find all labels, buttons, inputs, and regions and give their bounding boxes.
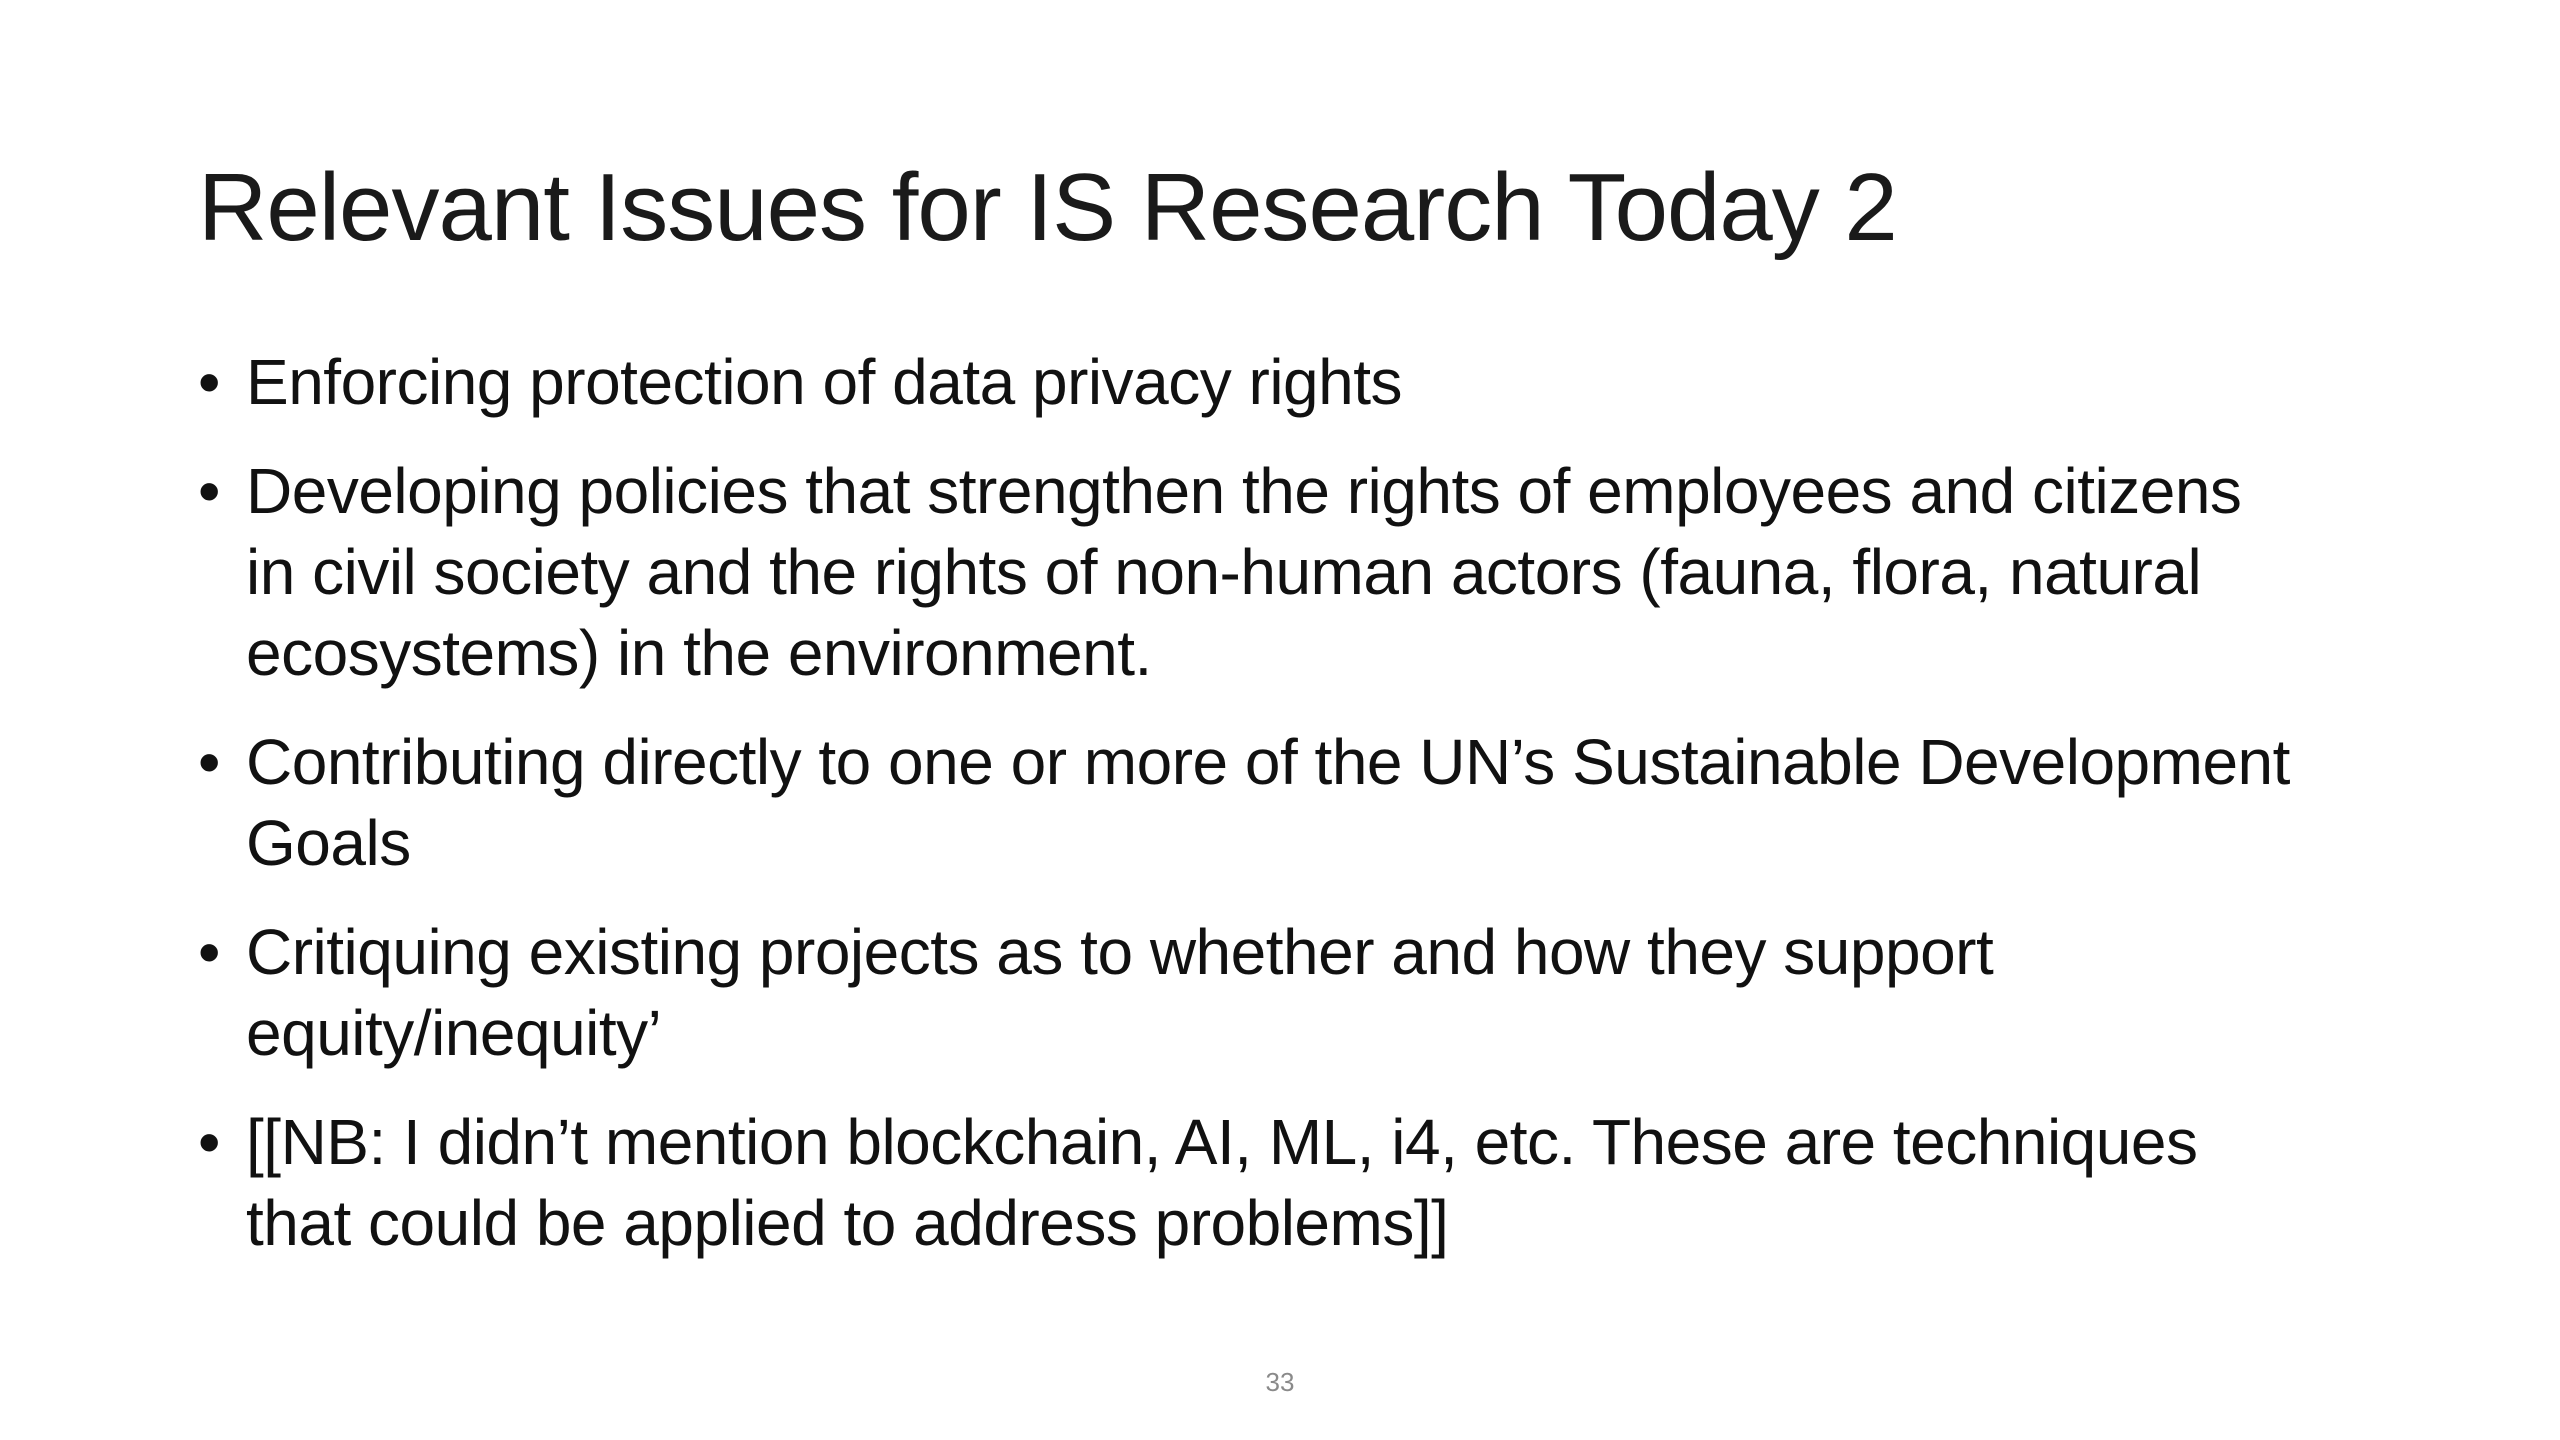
bullet-text: Critiquing existing projects as to whether and how they support equity/inequity’ <box>246 916 1994 1069</box>
bullet-list <box>198 342 2298 1292</box>
bullet-text: [[NB: I didn’t mention blockchain, AI, ML, i4, etc. These are techniques that could be applied to address problems]] <box>246 1106 2198 1259</box>
bullet-text: Contributing directly to one or more of the UN’s Sustainable Development Goals <box>246 726 2290 879</box>
bullet-marker: • <box>198 916 220 988</box>
slide-number: 33 <box>1265 1367 1295 1397</box>
bullet-item <box>198 342 2298 423</box>
bullet-marker: • <box>198 726 220 798</box>
bullet-marker: • <box>198 455 220 527</box>
bullet-item <box>198 722 2298 884</box>
bullet-item <box>198 1102 2298 1264</box>
bullet-marker: • <box>198 1106 220 1178</box>
bullet-marker: • <box>198 346 220 418</box>
bullet-item <box>198 912 2298 1074</box>
bullet-item <box>198 451 2298 694</box>
bullet-text: Enforcing protection of data privacy rights <box>246 346 1402 418</box>
bullet-text: Developing policies that strengthen the rights of employees and citizens in civil society and the rights of non-human actors (fauna, flora, natural ecosystems) in the environment. <box>246 455 2242 689</box>
slide-title: Relevant Issues for IS Research Today 2 <box>198 154 1897 261</box>
